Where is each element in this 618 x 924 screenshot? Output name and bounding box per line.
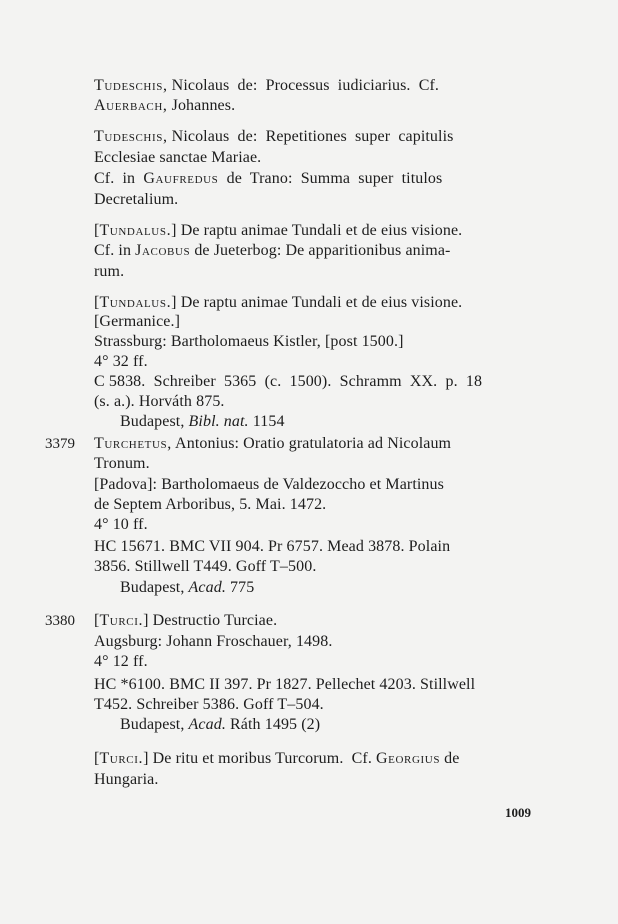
entry-line (94, 557, 316, 577)
author-name: Turci. (99, 612, 144, 629)
entry-line (94, 475, 444, 495)
text-segment: Tronum. (94, 455, 150, 472)
text-segment: C 5838. Schreiber 5365 (c. 1500). Schramm XX. p. 18 (94, 373, 483, 390)
text-segment: Hungaria. (94, 771, 159, 788)
library-name: Acad. (188, 716, 226, 733)
text-segment: de Jueterbog: De apparitionibus anima- (190, 242, 451, 259)
text-segment: [ (94, 294, 100, 311)
text-segment: ] De ritu et moribus Turcorum. Cf. (143, 750, 377, 767)
entry-line (94, 372, 482, 392)
entry-line (94, 190, 178, 210)
author-name: Georgius (376, 750, 441, 767)
entry-line (94, 262, 124, 282)
text-segment: (s. a.). Horváth 875. (94, 393, 225, 410)
text-segment: [Germanice.] (94, 313, 181, 330)
text-segment: Nicolaus de: Processus iudiciarius. Cf. (167, 77, 440, 94)
entry-line (94, 695, 324, 715)
entry-line (120, 715, 320, 735)
text-segment: rum. (94, 263, 125, 280)
text-segment: ] Destructio Turciae. (143, 612, 278, 629)
entry-line (94, 749, 459, 769)
entry-line (94, 312, 180, 332)
entry-line (94, 611, 277, 631)
text-segment: de (440, 750, 460, 767)
text-segment: [Padova]: Bartholomaeus de Valdezoccho et Martinus (94, 476, 444, 493)
text-segment: de Trano: Summa super titulos (218, 170, 443, 187)
text-segment: Ecclesiae sanctae Mariae. (94, 149, 262, 166)
entry-line (94, 127, 453, 147)
text-segment: 775 (225, 579, 255, 596)
text-segment: de Septem Arboribus, 5. Mai. 1472. (94, 496, 327, 513)
text-segment: Antonius: Oratio gratulatoria ad Nicolaum (171, 435, 452, 452)
text-segment: [ (94, 750, 100, 767)
author-name: Turchetus, (94, 435, 172, 452)
author-name: Tudeschis, (94, 77, 168, 94)
author-name: Gaufredus (143, 170, 219, 187)
author-name: Tundalus. (99, 294, 172, 311)
entry-line (94, 632, 332, 652)
text-segment: 3856. Stillwell T449. Goff T–500. (94, 558, 317, 575)
author-name: Auerbach, (94, 97, 168, 114)
text-segment: Decretalium. (94, 191, 179, 208)
entry-line (120, 412, 285, 432)
entry-line (94, 434, 451, 454)
text-segment: ] De raptu animae Tundali et de eius visione. (171, 294, 463, 311)
text-segment: Budapest, (120, 716, 189, 733)
entry-line (94, 148, 261, 168)
text-segment: 4° 32 ff. (94, 353, 148, 370)
entry-line (120, 578, 254, 598)
author-name: Turci. (99, 750, 144, 767)
text-segment: HC 15671. BMC VII 904. Pr 6757. Mead 3878. Polain (94, 538, 451, 555)
entry-line (94, 515, 148, 535)
text-segment: Cf. in (94, 242, 136, 259)
library-name: Bibl. nat. (188, 413, 249, 430)
text-segment: [ (94, 612, 100, 629)
text-segment: ] De raptu animae Tundali et de eius visione. (171, 222, 463, 239)
entry-line (94, 96, 235, 116)
entry-line (94, 392, 225, 412)
entry-number: 3380 (45, 613, 75, 629)
text-segment: [ (94, 222, 100, 239)
entry-line (94, 76, 439, 96)
entry-line (94, 352, 148, 372)
author-name: Tundalus. (99, 222, 172, 239)
page-number: 1009 (505, 805, 531, 820)
text-segment: 4° 12 ff. (94, 653, 148, 670)
entry-number: 3379 (45, 436, 75, 452)
text-segment: T452. Schreiber 5386. Goff T–504. (94, 696, 324, 713)
text-segment: HC *6100. BMC II 397. Pr 1827. Pellechet 4203. Stillwell (94, 676, 476, 693)
text-segment: Ráth 1495 (2) (225, 716, 321, 733)
entry-line (94, 241, 451, 261)
text-segment: 1154 (248, 413, 285, 430)
entry-line (94, 332, 404, 352)
library-name: Acad. (188, 579, 226, 596)
entry-line (94, 221, 462, 241)
entry-line (94, 537, 450, 557)
author-name: Tudeschis, (94, 128, 168, 145)
entry-line (94, 293, 462, 313)
text-segment: Budapest, (120, 413, 189, 430)
entry-line (94, 652, 148, 672)
text-segment: Budapest, (120, 579, 189, 596)
text-segment: Augsburg: Johann Froschauer, 1498. (94, 633, 333, 650)
entry-line (94, 454, 150, 474)
text-segment: Cf. in (94, 170, 144, 187)
entry-line (94, 495, 326, 515)
text-segment: 4° 10 ff. (94, 516, 148, 533)
entry-line (94, 169, 442, 189)
author-name: Jacobus (135, 242, 191, 259)
entry-line (94, 675, 475, 695)
text-segment: Johannes. (167, 97, 236, 114)
entry-line (94, 770, 158, 790)
text-segment: Nicolaus de: Repetitiones super capitulis (167, 128, 454, 145)
text-segment: Strassburg: Bartholomaeus Kistler, [post 1500.] (94, 333, 404, 350)
